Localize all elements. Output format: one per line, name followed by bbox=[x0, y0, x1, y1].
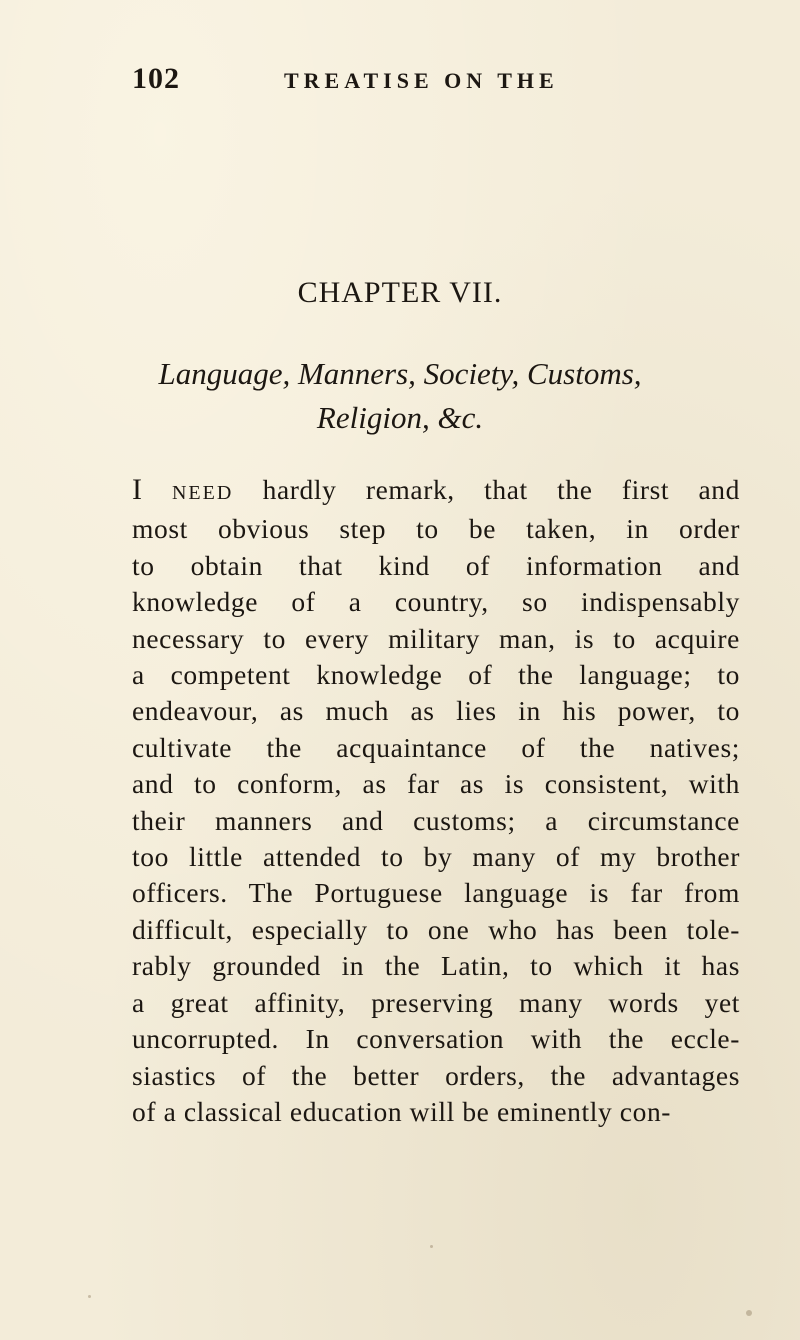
chapter-title: CHAPTER VII. bbox=[297, 276, 503, 309]
paper-speck bbox=[746, 1310, 752, 1316]
text-line: their manners and customs; a circumstance bbox=[132, 804, 740, 836]
text-line: of a classical education will be eminently con- bbox=[132, 1095, 672, 1127]
text-line: a great affinity, preserving many words yet bbox=[132, 986, 740, 1018]
text-line: too little attended to by many of my brother bbox=[132, 841, 740, 873]
paper-speck bbox=[88, 1295, 91, 1298]
page-number: 102 bbox=[132, 62, 180, 95]
chapter-subtitle bbox=[0, 352, 800, 440]
running-head bbox=[132, 62, 692, 102]
paper-speck bbox=[430, 1245, 433, 1248]
subtitle-line-2: Religion, &c. bbox=[316, 400, 484, 435]
body-paragraph bbox=[132, 472, 740, 1130]
text-line: uncorrupted. In conversation with the eccle- bbox=[132, 1023, 740, 1055]
text-line: and to conform, as far as is consistent, with bbox=[132, 768, 740, 800]
text-line: a competent knowledge of the language; to bbox=[132, 659, 740, 691]
text-line: most obvious step to be taken, in order bbox=[132, 513, 740, 545]
text-line: endeavour, as much as lies in his power, to bbox=[132, 695, 740, 727]
text-line: siastics of the better orders, the advantages bbox=[132, 1059, 740, 1091]
line-1-rest: hardly remark, that the first and bbox=[262, 474, 741, 505]
running-title: TREATISE ON THE bbox=[284, 68, 559, 93]
text-line: rably grounded in the Latin, to which it has bbox=[132, 950, 740, 982]
text-line: knowledge of a country, so indispensably bbox=[132, 586, 740, 618]
text-line: to obtain that kind of information and bbox=[132, 549, 740, 581]
text-line: cultivate the acquaintance of the natives; bbox=[132, 731, 740, 763]
drop-initial: I bbox=[132, 473, 143, 506]
small-caps-word: NEED bbox=[171, 482, 234, 504]
text-line-1 bbox=[132, 472, 740, 511]
text-line: difficult, especially to one who has been tole- bbox=[132, 913, 740, 945]
text-line: officers. The Portuguese language is far from bbox=[132, 877, 740, 909]
subtitle-line-1: Language, Manners, Society, Customs, bbox=[158, 356, 642, 391]
text-line: necessary to every military man, is to acquire bbox=[132, 622, 740, 654]
